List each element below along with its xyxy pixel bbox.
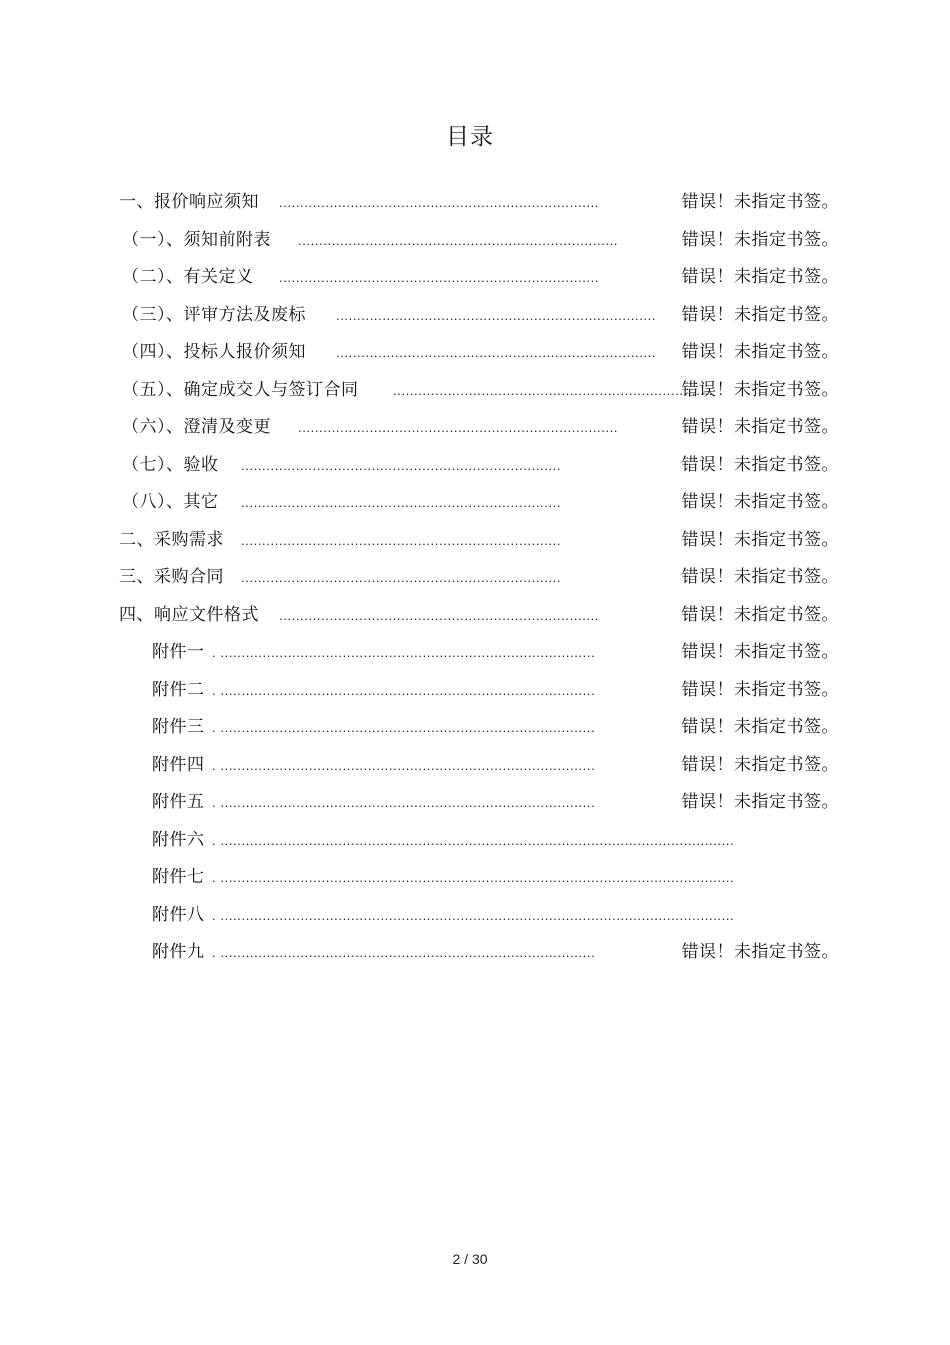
- toc-entry-page-ref: 错误！未指定书签。: [681, 942, 839, 962]
- toc-entry-label: 附件八: [152, 904, 205, 925]
- toc-entry-leader: . .........................................................................................: [212, 795, 596, 810]
- toc-entry-leader: . ..........................................................................................................................: [212, 870, 735, 885]
- toc-entry-label: 附件九: [152, 942, 205, 962]
- toc-title: 目录: [446, 124, 494, 150]
- toc-entry-leader: ............................................................................: [279, 195, 600, 210]
- toc-entry-leader: ............................................................................: [279, 607, 600, 623]
- toc-entry-leader: ............................................................................: [336, 307, 657, 323]
- toc-entry[interactable]: [0, 297, 950, 335]
- toc-entry-label: 附件六: [152, 829, 205, 850]
- toc-entry-page-ref: 错误！未指定书签。: [681, 342, 839, 362]
- toc-entry-label: （六）、澄清及变更: [122, 417, 271, 437]
- toc-entry-leader: ............................................................................: [393, 382, 714, 398]
- toc-entry-leader: . ..........................................................................................................................: [212, 832, 735, 848]
- toc-entry-page-ref: 错误！未指定书签。: [681, 304, 839, 325]
- toc-entry[interactable]: [0, 409, 950, 447]
- toc-entry[interactable]: [0, 897, 950, 935]
- toc-entry-leader: . .........................................................................................: [212, 682, 596, 698]
- toc-entry-label: （八）、其它: [122, 492, 219, 512]
- toc-entry-leader: ............................................................................: [241, 457, 562, 473]
- toc-entry[interactable]: [0, 859, 950, 897]
- toc-entry-leader: ............................................................................: [241, 532, 562, 548]
- toc-entry-leader: ............................................................................: [241, 495, 562, 510]
- toc-entry-page-ref: 错误！未指定书签。: [681, 267, 839, 287]
- toc-entry-label: 三、采购合同: [119, 567, 224, 587]
- toc-entry-page-ref: 错误！未指定书签。: [681, 717, 839, 737]
- toc-entry-leader: ............................................................................: [279, 270, 600, 285]
- toc-entry-label: 附件一: [152, 642, 205, 662]
- toc-entry[interactable]: [0, 559, 950, 597]
- toc-entry-label: 附件三: [152, 717, 205, 737]
- toc-entry[interactable]: [0, 747, 950, 785]
- toc-entry[interactable]: [0, 372, 950, 410]
- toc-entry-label: 二、采购需求: [119, 529, 224, 550]
- toc-entry-label: 四、响应文件格式: [119, 604, 259, 625]
- toc-entry-page-ref: 错误！未指定书签。: [681, 492, 839, 512]
- toc-entry[interactable]: [0, 484, 950, 522]
- toc-entry-leader: ............................................................................: [241, 570, 562, 585]
- toc-entry-page-ref: 错误！未指定书签。: [681, 417, 839, 437]
- toc-entry-leader: ............................................................................: [298, 232, 619, 248]
- toc-entry-page-ref: 错误！未指定书签。: [681, 567, 839, 587]
- toc-entry[interactable]: [0, 184, 950, 222]
- toc-entry[interactable]: [0, 334, 950, 372]
- toc-entry-page-ref: 错误！未指定书签。: [681, 792, 839, 812]
- toc-entry-page-ref: 错误！未指定书签。: [681, 379, 839, 400]
- toc-entry-page-ref: 错误！未指定书签。: [681, 529, 839, 550]
- toc-entry[interactable]: [0, 709, 950, 747]
- toc-entry-label: （四）、投标人报价须知: [122, 342, 306, 362]
- toc-entry[interactable]: [0, 222, 950, 260]
- toc-entry-label: （五）、确定成交人与签订合同: [122, 379, 359, 400]
- toc-entry[interactable]: [0, 597, 950, 635]
- toc-entry-label: 附件二: [152, 679, 205, 700]
- toc-entry-leader: . ..........................................................................................................................: [212, 907, 735, 923]
- toc-entry-label: （七）、验收: [122, 454, 219, 475]
- toc-entry-label: 附件四: [152, 754, 205, 775]
- toc-entry[interactable]: [0, 522, 950, 560]
- toc-entry-label: （三）、评审方法及废标: [122, 304, 306, 325]
- toc-entry-page-ref: 错误！未指定书签。: [681, 754, 839, 775]
- toc-entry[interactable]: [0, 634, 950, 672]
- toc-entry-label: （一）、须知前附表: [122, 229, 271, 250]
- page-number: 2 / 30: [452, 1251, 488, 1267]
- toc-entry-leader: ............................................................................: [298, 420, 619, 435]
- toc-entry[interactable]: [0, 447, 950, 485]
- toc-entry-page-ref: 错误！未指定书签。: [681, 192, 839, 212]
- toc-entry-leader: ............................................................................: [336, 345, 657, 360]
- toc-entry-leader: . .........................................................................................: [212, 645, 596, 660]
- table-of-contents: [0, 184, 950, 972]
- toc-entry[interactable]: [0, 934, 950, 972]
- toc-entry-label: 一、报价响应须知: [119, 192, 259, 212]
- toc-entry-page-ref: 错误！未指定书签。: [681, 604, 839, 625]
- toc-entry[interactable]: [0, 259, 950, 297]
- toc-entry-label: （二）、有关定义: [122, 267, 254, 287]
- toc-entry-page-ref: 错误！未指定书签。: [681, 679, 839, 700]
- toc-entry-page-ref: 错误！未指定书签。: [681, 229, 839, 250]
- toc-entry-page-ref: 错误！未指定书签。: [681, 454, 839, 475]
- toc-entry-leader: . .........................................................................................: [212, 757, 596, 773]
- toc-entry-page-ref: 错误！未指定书签。: [681, 642, 839, 662]
- toc-entry-label: 附件五: [152, 792, 205, 812]
- toc-entry-leader: . .........................................................................................: [212, 720, 596, 735]
- toc-entry[interactable]: [0, 672, 950, 710]
- toc-entry-leader: . .........................................................................................: [212, 945, 596, 960]
- toc-entry[interactable]: [0, 784, 950, 822]
- toc-entry[interactable]: [0, 822, 950, 860]
- toc-entry-label: 附件七: [152, 867, 205, 887]
